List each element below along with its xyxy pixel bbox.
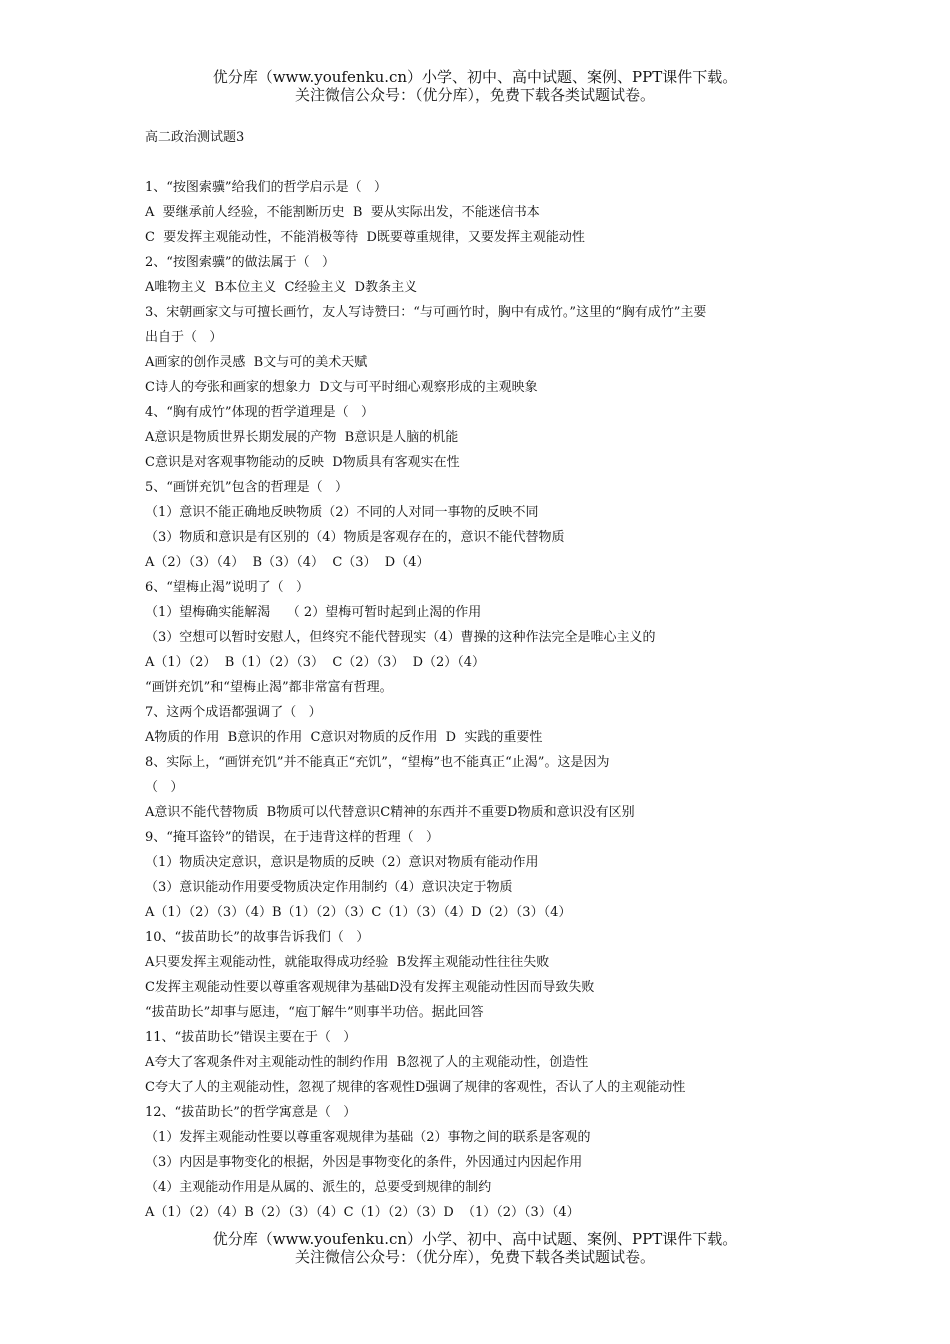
question-list — [145, 175, 825, 1225]
text-line: 8、实际上，“画饼充饥”并不能真正“充饥”，“望梅”也不能真正“止渴”。这是因为 — [145, 755, 610, 770]
text-line: 7、这两个成语都强调了（ ） — [145, 705, 322, 720]
text-line: A唯物主义 B本位主义 C经验主义 D教条主义 — [145, 280, 418, 295]
text-line: 2、“按图索骥”的做法属于（ ） — [145, 255, 335, 270]
text-line: 5、“画饼充饥”包含的哲理是（ ） — [145, 480, 348, 495]
text-line: （3）物质和意识是有区别的（4）物质是客观存在的，意识不能代替物质 — [145, 530, 565, 545]
text-line: 1、“按图索骥”给我们的哲学启示是（ ） — [145, 180, 387, 195]
text-line: （3）空想可以暂时安慰人，但终究不能代替现实（4）曹操的这种作法完全是唯心主义的 — [145, 630, 656, 645]
text-line: C意识是对客观事物能动的反映 D物质具有客观实在性 — [145, 455, 460, 470]
text-line: 11、“拔苗助长”错误主要在于（ ） — [145, 1030, 357, 1045]
text-line: （1）意识不能正确地反映物质（2）不同的人对同一事物的反映不同 — [145, 505, 539, 520]
text-line: A夸大了客观条件对主观能动性的制约作用 B忽视了人的主观能动性，创造性 — [145, 1055, 589, 1070]
footer-line-2: 关注微信公众号：（优分库），免费下载各类试题试卷。 — [294, 1248, 655, 1266]
text-line: A（1）（2）（4）B（2）（3）（4）C（1）（2）（3）D （1）（2）（3）（4） — [145, 1205, 580, 1220]
text-line: A意识不能代替物质 B物质可以代替意识C精神的东西并不重要D物质和意识没有区别 — [145, 805, 635, 820]
text-line: （3）意识能动作用要受物质决定作用制约（4）意识决定于物质 — [145, 880, 513, 895]
text-line: （1）发挥主观能动性要以尊重客观规律为基础（2）事物之间的联系是客观的 — [145, 1130, 591, 1145]
text-line: （ ） — [145, 780, 184, 795]
text-line: A（1）（2） B（1）（2）（3） C（2）（3） D（2）（4） — [145, 655, 486, 670]
text-line: A只要发挥主观能动性，就能取得成功经验 B发挥主观能动性往往失败 — [145, 955, 550, 970]
text-line: C诗人的夸张和画家的想象力 D文与可平时细心观察形成的主观映象 — [145, 380, 538, 395]
text-line: C夸大了人的主观能动性，忽视了规律的客观性D强调了规律的客观性，否认了人的主观能动性 — [145, 1080, 686, 1095]
text-line: C发挥主观能动性要以尊重客观规律为基础D没有发挥主观能动性因而导致失败 — [145, 980, 595, 995]
page-footer — [0, 1230, 950, 1266]
text-line: （3）内因是事物变化的根据，外因是事物变化的条件，外因通过内因起作用 — [145, 1155, 583, 1170]
text-line: （4）主观能动作用是从属的、派生的，总要受到规律的制约 — [145, 1180, 492, 1195]
text-line: C 要发挥主观能动性，不能消极等待 D既要尊重规律，又要发挥主观能动性 — [145, 230, 585, 245]
text-line: “拔苗助长”却事与愿违，“庖丁解牛”则事半功倍。据此回答 — [145, 1005, 484, 1020]
text-line: “画饼充饥”和“望梅止渴”都非常富有哲理。 — [145, 680, 393, 695]
text-line: A（2）（3）（4） B（3）（4） C（3） D（4） — [145, 555, 430, 570]
text-line: 出自于（ ） — [145, 330, 223, 345]
text-line: A画家的创作灵感 B文与可的美术天赋 — [145, 355, 368, 370]
text-line: 10、“拔苗助长”的故事告诉我们（ ） — [145, 930, 370, 945]
text-line: A意识是物质世界长期发展的产物 B意识是人脑的机能 — [145, 430, 459, 445]
text-line: 3、宋朝画家文与可擅长画竹，友人写诗赞曰：“与可画竹时，胸中有成竹。”这里的“胸有成竹”主要 — [145, 305, 707, 320]
text-line: （1）物质决定意识，意识是物质的反映（2）意识对物质有能动作用 — [145, 855, 539, 870]
text-line: A物质的作用 B意识的作用 C意识对物质的反作用 D 实践的重要性 — [145, 730, 543, 745]
text-line: （1）望梅确实能解渴 （ 2）望梅可暂时起到止渴的作用 — [145, 605, 482, 620]
document-body — [145, 125, 825, 1225]
text-line: 9、“掩耳盗铃”的错误，在于违背这样的哲理（ ） — [145, 830, 439, 845]
page-header — [0, 68, 950, 104]
text-line: 6、“望梅止渴”说明了（ ） — [145, 580, 309, 595]
header-line-1: 优分库（www.youfenku.cn）小学、初中、高中试题、案例、PPT课件下载。 — [212, 68, 738, 86]
document-title: 高二政治测试题3 — [145, 130, 245, 145]
footer-line-1: 优分库（www.youfenku.cn）小学、初中、高中试题、案例、PPT课件下载。 — [212, 1230, 738, 1248]
text-line: 12、“拔苗助长”的哲学寓意是（ ） — [145, 1105, 357, 1120]
text-line: 4、“胸有成竹”体现的哲学道理是（ ） — [145, 405, 374, 420]
text-line: A（1）（2）（3）（4）B（1）（2）（3）C（1）（3）（4）D（2）（3）（4） — [145, 905, 572, 920]
text-line: A 要继承前人经验，不能割断历史 B 要从实际出发，不能迷信书本 — [145, 205, 540, 220]
header-line-2: 关注微信公众号：（优分库），免费下载各类试题试卷。 — [294, 86, 655, 104]
